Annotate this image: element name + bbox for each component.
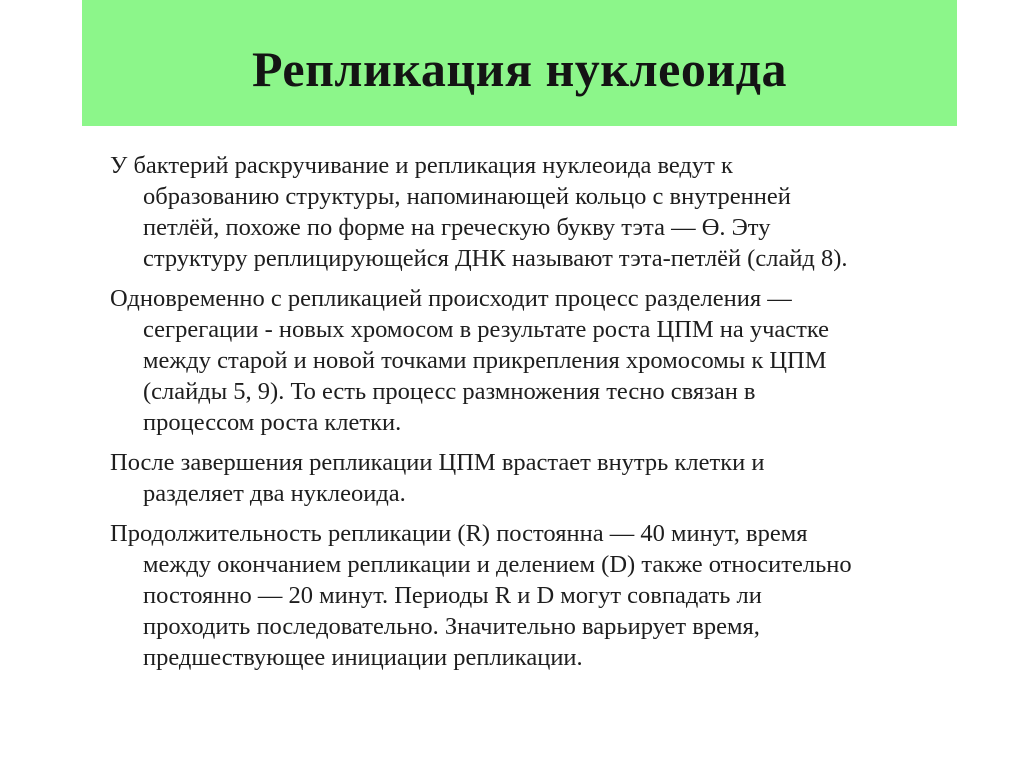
paragraph-replication-duration: Продолжительность репликации (R) постоянна — 40 минут, время между окончанием репликации и делением (D) также относительно постоянно — 20 минут. Периоды R и D могут совпадать ли проходить последовательно. Значительно варьирует время, предшествующее инициации репликации.: [110, 520, 852, 671]
paragraph-segregation: Одновременно с репликацией происходит процесс разделения — сегрегации - новых хромосом в результате роста ЦПМ на участке между старой и новой точками прикрепления хромосомы к ЦПМ (слайды 5, 9). То есть процесс размножения тесно связан в процессом роста клетки.: [110, 285, 830, 436]
paragraph-membrane-ingrowth: После завершения репликации ЦПМ врастает внутрь клетки и разделяет два нуклеоида.: [110, 449, 765, 507]
paragraph-theta-loop: У бактерий раскручивание и репликация нуклеоида ведут к образованию структуры, напоминающей кольцо с внутренней петлёй, похоже по форме на греческую букву тэта — Ө. Эту структуру реплицирующейся ДНК называют тэта-петлёй (слайд 8).: [110, 152, 848, 272]
title-banner: [82, 0, 957, 126]
slide-title: Репликация нуклеоида: [252, 41, 787, 97]
slide-body: [110, 150, 980, 682]
